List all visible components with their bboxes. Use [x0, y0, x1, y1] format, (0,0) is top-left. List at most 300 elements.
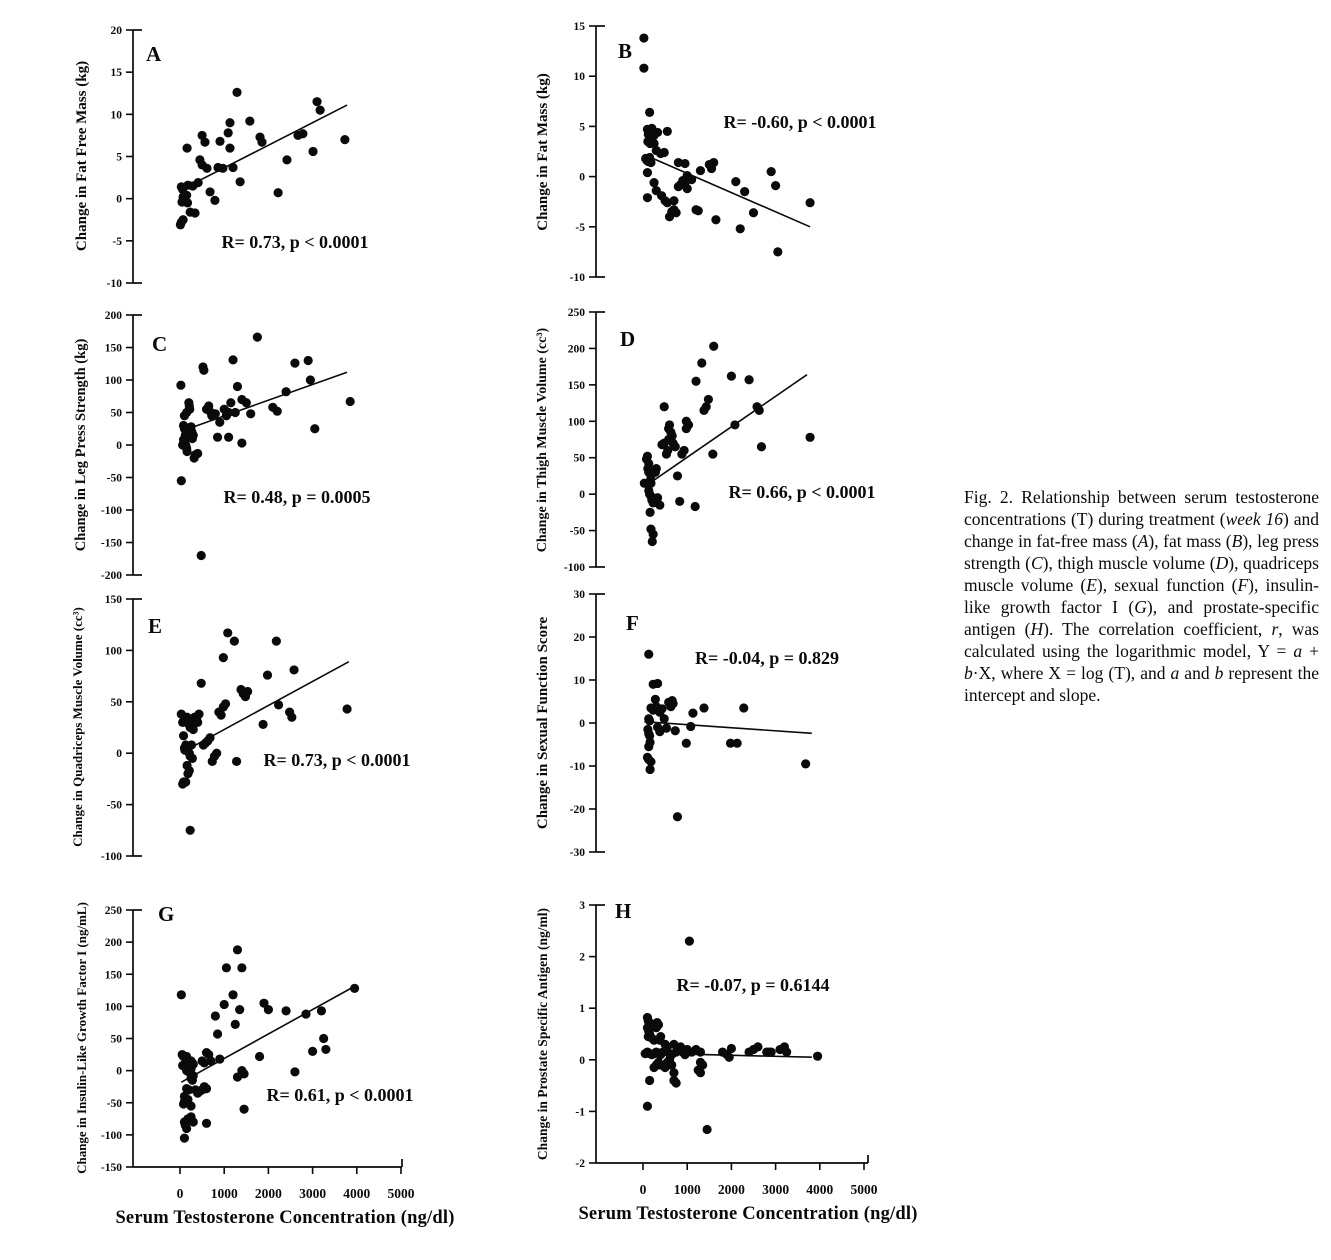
data-point	[667, 1060, 676, 1069]
data-point	[663, 127, 672, 136]
data-point	[709, 342, 718, 351]
data-point	[211, 409, 220, 418]
data-point	[725, 1053, 734, 1062]
data-point	[645, 1076, 654, 1085]
y-tick-label: 50	[110, 1033, 122, 1046]
data-point	[639, 33, 648, 42]
y-tick-label: -50	[106, 1097, 122, 1110]
y-tick-label: 150	[567, 379, 585, 392]
correlation-annotation: R= -0.60, p < 0.0001	[723, 112, 877, 132]
data-point	[188, 434, 197, 443]
data-point	[753, 1042, 762, 1051]
data-point	[685, 937, 694, 946]
data-point	[648, 537, 657, 546]
data-point	[319, 1034, 328, 1043]
x-tick-label: 4000	[806, 1182, 834, 1197]
data-point	[696, 1047, 705, 1056]
y-axis-title: Change in Quadriceps Muscle Volume (cc³)	[70, 607, 85, 847]
caption-segment: +	[1302, 641, 1319, 661]
data-point	[669, 196, 678, 205]
data-point	[215, 1054, 224, 1063]
data-point	[755, 406, 764, 415]
y-tick-label: -100	[100, 851, 122, 863]
data-point	[235, 1005, 244, 1014]
caption-segment: and	[1179, 663, 1215, 683]
y-tick-label: 150	[104, 969, 122, 982]
data-point	[697, 358, 706, 367]
y-tick-label: 0	[579, 1054, 585, 1067]
y-tick-label: 50	[573, 452, 585, 465]
panel-letter: H	[615, 899, 632, 923]
data-point	[231, 408, 240, 417]
x-tick-label: 3000	[299, 1186, 327, 1201]
data-point	[672, 208, 681, 217]
data-point	[239, 1105, 248, 1114]
data-point	[187, 740, 196, 749]
caption-segment: ), insulin-like growth factor I (	[964, 575, 1320, 617]
data-point	[688, 709, 697, 718]
data-point	[215, 418, 224, 427]
data-point	[219, 653, 228, 662]
data-point	[177, 990, 186, 999]
data-point	[202, 164, 211, 173]
y-axis-title: Change in Fat Free Mass (kg)	[74, 60, 90, 252]
data-point	[317, 1006, 326, 1015]
y-tick-label: 0	[116, 748, 122, 761]
data-point	[274, 700, 283, 709]
panel-C	[73, 310, 371, 582]
data-point	[316, 106, 325, 115]
y-tick-label: -200	[100, 570, 122, 582]
caption-segment: Fig. 2. Relationship between serum testosterone concentrations (T) during treatment (	[964, 487, 1319, 529]
data-point	[673, 471, 682, 480]
panel-A	[74, 25, 369, 290]
y-tick-label: 150	[104, 594, 122, 606]
figure-caption	[964, 486, 1319, 706]
data-point	[757, 442, 766, 451]
data-point	[222, 963, 231, 972]
data-point	[683, 184, 692, 193]
data-point	[218, 164, 227, 173]
data-point	[660, 402, 669, 411]
y-tick-label: -5	[575, 221, 585, 234]
data-point	[669, 1076, 678, 1085]
data-point	[306, 375, 315, 384]
y-tick-label: 3	[579, 900, 585, 912]
y-tick-label: -2	[575, 1158, 585, 1170]
y-tick-label: 10	[573, 675, 585, 687]
data-point	[194, 178, 203, 187]
data-point	[243, 687, 252, 696]
x-tick-label: 5000	[387, 1186, 415, 1201]
data-point	[805, 433, 814, 442]
data-point	[646, 158, 655, 167]
data-point	[680, 446, 689, 455]
caption-segment: , was calculated using the logarithmic model, Y =	[964, 619, 1319, 661]
y-tick-label: 5	[579, 121, 585, 134]
x-axis-title-left: Serum Testosterone Concentration (ng/dl)	[115, 1208, 455, 1228]
correlation-annotation: R= 0.48, p = 0.0005	[223, 487, 371, 507]
data-point	[308, 147, 317, 156]
panel-G	[74, 902, 415, 1201]
data-point	[744, 375, 753, 384]
data-point	[321, 1045, 330, 1054]
y-tick-label: 200	[567, 343, 585, 356]
y-tick-label: 0	[579, 171, 585, 184]
data-point	[212, 749, 221, 758]
y-tick-label: 5	[116, 151, 122, 164]
y-axis-title: Change in Fat Mass (kg)	[535, 73, 551, 231]
data-point	[205, 733, 214, 742]
data-point	[182, 1084, 191, 1093]
caption-italic-segment: a	[1293, 641, 1303, 661]
caption-italic-segment: B	[1231, 531, 1243, 551]
y-axis-title: Change in Insulin-Like Growth Factor I (ng/mL)	[74, 902, 89, 1174]
data-point	[644, 742, 653, 751]
caption-segment: ) and change in fat-free mass (	[964, 509, 1319, 551]
caption-segment: represent the intercept and slope.	[964, 663, 1319, 705]
data-point	[704, 395, 713, 404]
x-tick-label: 4000	[343, 1186, 371, 1201]
panel-letter: F	[626, 611, 639, 635]
y-tick-label: 250	[567, 307, 585, 319]
data-point	[740, 187, 749, 196]
data-point	[662, 724, 671, 733]
y-tick-label: -10	[569, 272, 585, 284]
caption-italic-segment: r	[1271, 619, 1279, 639]
data-point	[263, 670, 272, 679]
data-point	[660, 714, 669, 723]
y-tick-label: 10	[573, 71, 585, 84]
data-point	[257, 138, 266, 147]
data-point	[682, 417, 691, 426]
x-tick-label: 0	[176, 1186, 184, 1201]
data-point	[686, 722, 695, 731]
caption-italic-segment: A	[1137, 531, 1149, 551]
data-point	[253, 333, 262, 342]
data-point	[643, 1102, 652, 1111]
data-point	[232, 88, 241, 97]
data-point	[178, 779, 187, 788]
data-point	[673, 812, 682, 821]
data-point	[694, 206, 703, 215]
y-tick-label: 30	[573, 589, 585, 601]
data-point	[225, 143, 234, 152]
data-point	[281, 1006, 290, 1015]
y-tick-label: -100	[100, 1129, 122, 1142]
data-point	[653, 679, 662, 688]
y-tick-label: 15	[573, 21, 585, 33]
panel-D	[535, 307, 876, 574]
data-point	[205, 187, 214, 196]
data-point	[773, 247, 782, 256]
data-point	[699, 703, 708, 712]
data-point	[226, 398, 235, 407]
y-tick-label: 1	[579, 1003, 585, 1016]
data-point	[233, 945, 242, 954]
panel-letter: B	[618, 39, 633, 63]
data-point	[281, 387, 290, 396]
x-axis-title-right: Serum Testosterone Concentration (ng/dl)	[578, 1204, 918, 1224]
y-tick-label: -100	[100, 505, 122, 517]
caption-segment: ). The correlation coefficient,	[1043, 619, 1272, 639]
y-tick-label: -10	[106, 278, 122, 290]
data-point	[215, 137, 224, 146]
data-point	[180, 1133, 189, 1142]
data-point	[236, 177, 245, 186]
data-point	[258, 720, 267, 729]
y-tick-label: -50	[106, 472, 122, 485]
data-point	[346, 397, 355, 406]
data-point	[186, 1101, 195, 1110]
data-point	[197, 551, 206, 560]
data-point	[643, 168, 652, 177]
data-point	[223, 628, 232, 637]
y-tick-label: 10	[110, 109, 122, 122]
data-point	[350, 984, 359, 993]
panel-H	[535, 899, 878, 1197]
y-tick-label: 100	[567, 416, 585, 429]
caption-italic-segment: a	[1170, 663, 1180, 683]
data-point	[310, 424, 319, 433]
data-point	[668, 699, 677, 708]
data-point	[179, 731, 188, 740]
y-tick-label: 0	[579, 489, 585, 502]
y-tick-label: 20	[110, 25, 122, 37]
y-tick-label: 50	[110, 407, 122, 420]
data-point	[237, 963, 246, 972]
data-point	[290, 359, 299, 368]
caption-segment: ), thigh muscle volume (	[1042, 553, 1216, 573]
data-point	[675, 497, 684, 506]
data-point	[782, 1047, 791, 1056]
y-tick-label: -10	[569, 761, 585, 773]
data-point	[643, 193, 652, 202]
data-point	[304, 356, 313, 365]
data-point	[200, 138, 209, 147]
data-point	[771, 181, 780, 190]
y-tick-label: 15	[110, 67, 122, 80]
data-point	[649, 178, 658, 187]
data-point	[687, 175, 696, 184]
data-point	[680, 159, 689, 168]
data-point	[646, 757, 655, 766]
data-point	[194, 710, 203, 719]
y-tick-label: -1	[575, 1106, 585, 1119]
data-point	[691, 377, 700, 386]
y-tick-label: 0	[116, 440, 122, 452]
data-point	[287, 713, 296, 722]
x-tick-label: 2000	[717, 1182, 745, 1197]
y-tick-label: 250	[104, 905, 122, 917]
data-point	[237, 438, 246, 447]
correlation-annotation: R= 0.73, p < 0.0001	[221, 232, 369, 252]
data-point	[228, 163, 237, 172]
caption-segment: ), quadriceps muscle volume (	[964, 553, 1319, 595]
correlation-annotation: R= 0.73, p < 0.0001	[263, 750, 411, 770]
data-point	[233, 382, 242, 391]
data-point	[224, 433, 233, 442]
data-point	[213, 433, 222, 442]
data-point	[682, 739, 691, 748]
y-tick-label: 2	[579, 951, 585, 964]
data-point	[202, 1084, 211, 1093]
data-point	[767, 167, 776, 176]
y-tick-label: -50	[569, 525, 585, 538]
data-point	[301, 1009, 310, 1018]
caption-italic-segment: b	[1214, 663, 1224, 683]
data-point	[177, 476, 186, 485]
data-point	[813, 1052, 822, 1061]
data-point	[696, 1058, 705, 1067]
data-point	[193, 449, 202, 458]
caption-italic-segment: C	[1030, 553, 1043, 573]
data-point	[645, 716, 654, 725]
data-point	[645, 765, 654, 774]
data-point	[655, 500, 664, 509]
data-point	[255, 1052, 264, 1061]
y-tick-label: -30	[569, 847, 585, 859]
data-point	[206, 1056, 215, 1065]
data-point	[185, 401, 194, 410]
data-point	[213, 1029, 222, 1038]
caption-segment: ), leg press strength (	[964, 531, 1319, 573]
y-tick-label: 0	[579, 718, 585, 730]
data-point	[298, 129, 307, 138]
data-point	[190, 208, 199, 217]
caption-segment: ·X, where X = log (T), and	[972, 663, 1171, 683]
correlation-annotation: R= 0.66, p < 0.0001	[728, 482, 876, 502]
data-point	[193, 718, 202, 727]
caption-italic-segment: b	[964, 663, 973, 683]
data-point	[657, 704, 666, 713]
data-point	[671, 442, 680, 451]
panel-letter: E	[148, 614, 163, 638]
data-point	[733, 739, 742, 748]
data-point	[340, 135, 349, 144]
data-point	[231, 1020, 240, 1029]
data-point	[176, 381, 185, 390]
data-point	[230, 637, 239, 646]
y-tick-label: 200	[104, 310, 122, 322]
panel-E	[70, 594, 411, 863]
panel-letter: D	[620, 327, 636, 351]
correlation-annotation: R= -0.04, p = 0.829	[694, 648, 840, 668]
data-point	[652, 464, 661, 473]
y-tick-label: 20	[573, 632, 585, 644]
data-point	[186, 1074, 195, 1083]
data-point	[197, 679, 206, 688]
caption-segment: ), sexual function (	[1096, 575, 1238, 595]
y-tick-label: -150	[100, 1162, 122, 1174]
data-point	[645, 508, 654, 517]
y-tick-label: 200	[104, 937, 122, 950]
data-point	[221, 699, 230, 708]
data-point	[308, 1047, 317, 1056]
caption-italic-segment: H	[1030, 619, 1044, 639]
data-point	[177, 197, 186, 206]
data-point	[739, 703, 748, 712]
data-point	[290, 1067, 299, 1076]
data-point	[220, 1000, 229, 1009]
data-point	[289, 665, 298, 674]
y-tick-label: -20	[569, 804, 585, 816]
y-axis-title: Change in Thigh Muscle Volume (cc³)	[535, 327, 550, 553]
caption-italic-segment: G	[1134, 597, 1147, 617]
caption-segment: ), and prostate-specific antigen (	[964, 597, 1320, 639]
data-point	[217, 711, 226, 720]
data-point	[660, 148, 669, 157]
y-tick-label: 50	[110, 696, 122, 709]
data-point	[189, 1117, 198, 1126]
data-point	[708, 449, 717, 458]
data-point	[232, 757, 241, 766]
panel-letter: G	[158, 902, 175, 926]
data-point	[645, 108, 654, 117]
x-tick-label: 1000	[673, 1182, 701, 1197]
data-point	[653, 128, 662, 137]
data-point	[709, 158, 718, 167]
data-point	[274, 188, 283, 197]
data-point	[176, 220, 185, 229]
panel-F	[535, 589, 839, 859]
data-point	[211, 1011, 220, 1020]
panel-letter: A	[146, 42, 162, 66]
y-axis-title: Change in Prostate Specific Antigen (ng/ml)	[535, 907, 550, 1161]
data-point	[727, 372, 736, 381]
data-point	[242, 398, 251, 407]
x-tick-label: 3000	[762, 1182, 790, 1197]
data-point	[245, 116, 254, 125]
data-point	[224, 128, 233, 137]
y-axis-title: Change in Leg Press Strength (kg)	[73, 338, 89, 552]
data-point	[264, 1005, 273, 1014]
data-point	[312, 97, 321, 106]
data-point	[228, 355, 237, 364]
x-tick-label: 2000	[254, 1186, 282, 1201]
data-point	[767, 1047, 776, 1056]
data-point	[342, 704, 351, 713]
data-point	[186, 826, 195, 835]
data-point	[671, 726, 680, 735]
data-point	[282, 155, 291, 164]
data-point	[749, 208, 758, 217]
data-point	[210, 196, 219, 205]
caption-segment: ), fat mass (	[1148, 531, 1232, 551]
data-point	[202, 1119, 211, 1128]
data-point	[273, 407, 282, 416]
data-point	[736, 224, 745, 233]
caption-italic-segment: week 16	[1225, 509, 1283, 529]
y-tick-label: -150	[100, 537, 122, 550]
data-point	[644, 650, 653, 659]
data-point	[696, 1068, 705, 1077]
data-point	[730, 420, 739, 429]
caption-italic-segment: D	[1215, 553, 1229, 573]
data-point	[233, 1072, 242, 1081]
y-tick-label: 0	[116, 193, 122, 206]
data-point	[691, 502, 700, 511]
panel-B	[535, 21, 877, 284]
data-point	[653, 1018, 662, 1027]
data-point	[727, 1044, 736, 1053]
y-tick-label: 100	[104, 375, 122, 387]
data-point	[696, 166, 705, 175]
data-point	[182, 447, 191, 456]
x-tick-label: 1000	[210, 1186, 238, 1201]
data-point	[805, 198, 814, 207]
data-point	[801, 759, 810, 768]
